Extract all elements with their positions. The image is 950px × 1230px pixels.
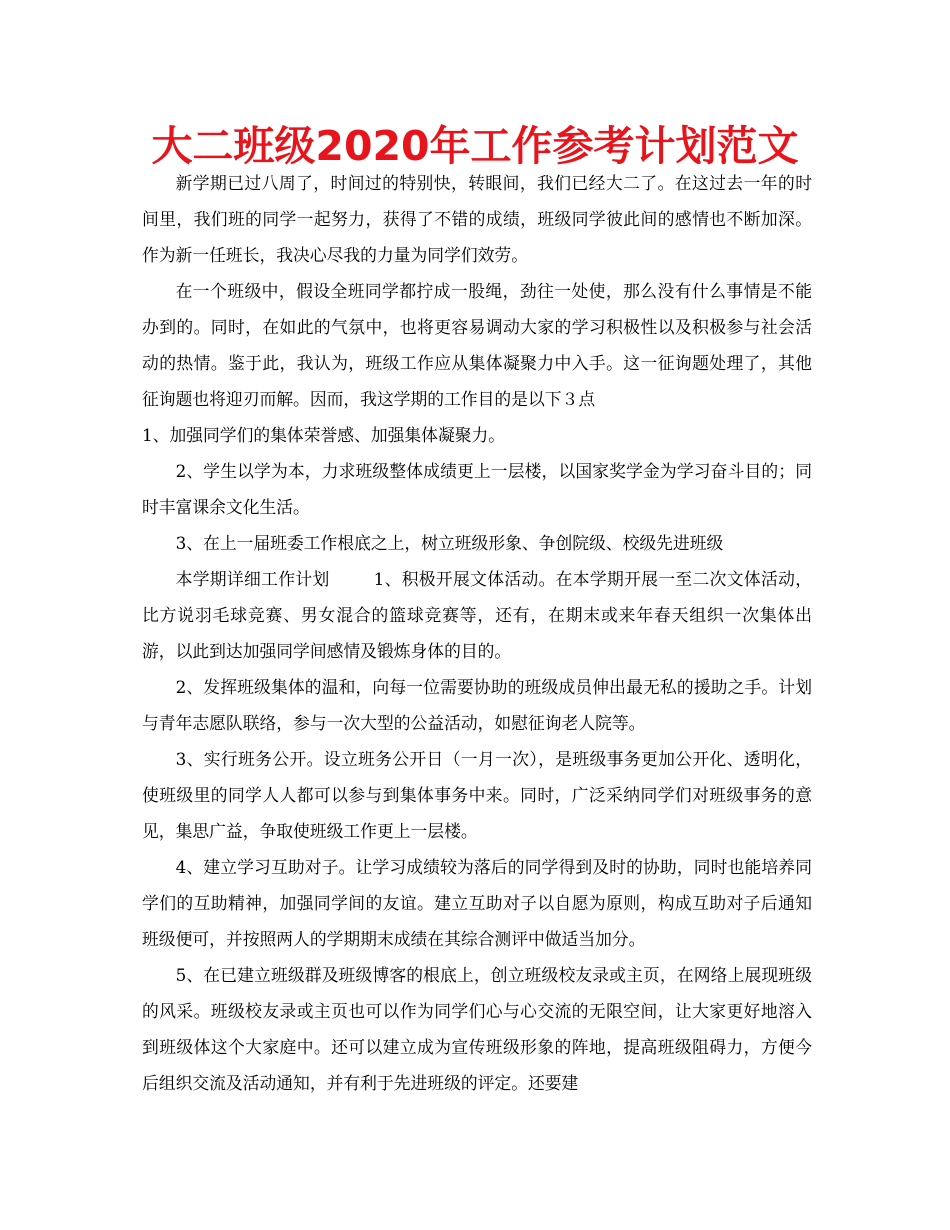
document-title: 大二班级2020年工作参考计划范文 (151, 122, 799, 170)
document-body (142, 165, 812, 1101)
plan-heading: 本学期详细工作计划 (175, 569, 330, 589)
goal-item-1: 1、加强同学们的集体荣誉感、加强集体凝聚力。 (142, 425, 506, 445)
paragraph-goals: 在一个班级中，假设全班同学都拧成一股绳，劲往一处使，那么没有什么事情是不能办到的。同时，在如此的气氛中，也将更容易调动大家的学习积极性以及积极参与社会活动的热情。鉴于此，我认为，班级工作应从集体凝聚力中入手。这一征询题处理了，其他征询题也将迎刃而解。因而，我这学期的工作目的是以下３点 (142, 281, 812, 409)
plan-item-2: 2、发挥班级集体的温和，向每一位需要协助的班级成员伸出最无私的援助之手。计划与青年志愿队联络，参与一次大型的公益活动，如慰征询老人院等。 (142, 677, 812, 733)
plan-item-1-text: 1、积极开展文体活动。在本学期开展一至二次文体活动，比方说羽毛球竞赛、男女混合的篮球竞赛等，还有，在期末或来年春天组织一次集体出游，以此到达加强同学间感情及锻炼身体的目的。 (142, 569, 812, 661)
plan-item-5: 5、在已建立班级群及班级博客的根底上，创立班级校友录或主页，在网络上展现班级的风采。班级校友录或主页也可以作为同学们心与心交流的无限空间，让大家更好地溶入到班级体这个大家庭中。还可以建立成为宣传班级形象的阵地，提高班级阻碍力，方便今后组织交流及活动通知，并有利于先进班级的评定。还要建 (142, 965, 812, 1093)
goal-item-3: 3、在上一届班委工作根底之上，树立班级形象、争创院级、校级先进班级 (175, 533, 724, 553)
goal-item-2: 2、学生以学为本，力求班级整体成绩更上一层楼，以国家奖学金为学习奋斗目的；同时丰富课余文化生活。 (142, 461, 812, 517)
paragraph-intro: 新学期已过八周了，时间过的特别快，转眼间，我们已经大二了。在这过去一年的时间里，我们班的同学一起努力，获得了不错的成绩，班级同学彼此间的感情也不断加深。作为新一任班长，我决心尽我的力量为同学们效劳。 (142, 173, 812, 265)
plan-item-3: 3、实行班务公开。设立班务公开日（一月一次），是班级事务更加公开化、透明化，使班级里的同学人人都可以参与到集体事务中来。同时，广泛采纳同学们对班级事务的意见，集思广益，争取使班级工作更上一层楼。 (142, 749, 812, 841)
plan-item-4: 4、建立学习互助对子。让学习成绩较为落后的同学得到及时的协助，同时也能培养同学们的互助精神，加强同学间的友谊。建立互助对子以自愿为原则，构成互助对子后通知班级便可，并按照两人的学期期末成绩在其综合测评中做适当加分。 (142, 857, 812, 949)
plan-item-1 (142, 561, 812, 669)
